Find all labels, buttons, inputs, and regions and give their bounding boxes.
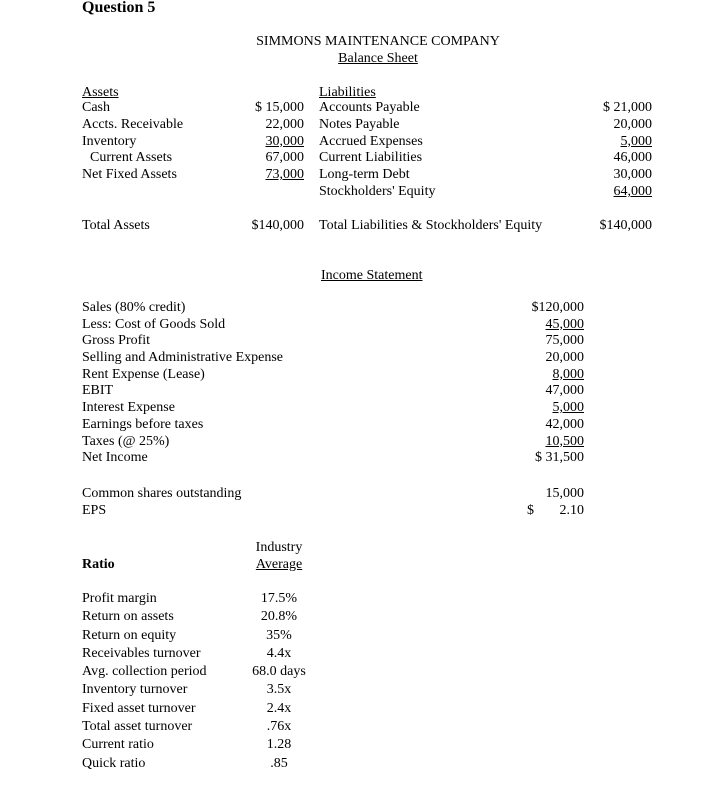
industry-header: Industry <box>255 540 303 555</box>
income-label: Taxes (@ 25%) <box>82 433 170 449</box>
ratio-value: 3.5x <box>266 682 292 698</box>
company-name: SIMMONS MAINTENANCE COMPANY <box>256 34 500 49</box>
income-labels <box>82 300 382 467</box>
asset-label: Accts. Receivable <box>82 116 184 132</box>
liability-value: 5,000 <box>620 133 652 149</box>
income-value: 10,500 <box>545 433 584 449</box>
income-label: Net Income <box>82 450 148 466</box>
liability-label: Accounts Payable <box>319 100 420 115</box>
assets-header: Assets <box>82 85 119 100</box>
ratio-label: Avg. collection period <box>82 664 207 680</box>
ratio-label: Fixed asset turnover <box>82 700 196 716</box>
ratio-value: 2.4x <box>266 700 292 716</box>
ratio-value: 68.0 days <box>252 664 306 680</box>
asset-value: 67,000 <box>265 150 304 166</box>
ratio-label: Current ratio <box>82 737 154 753</box>
ratio-value: 35% <box>266 627 292 643</box>
income-label: Sales (80% credit) <box>82 300 186 315</box>
eps-dollar: $ <box>527 503 534 518</box>
ratio-label: Total asset turnover <box>82 719 193 735</box>
shares-value: 15,000 <box>545 486 584 501</box>
income-value: 47,000 <box>545 383 584 399</box>
ratio-label: Return on assets <box>82 609 174 625</box>
liability-value: 46,000 <box>613 150 652 166</box>
eps-value: 2.10 <box>559 503 584 518</box>
total-liabilities-label: Total Liabilities & Stockholders' Equity <box>319 218 543 233</box>
ratio-label: Profit margin <box>82 591 157 606</box>
liabilities-values <box>580 100 652 201</box>
income-value: 45,000 <box>545 316 584 332</box>
balance-sheet-title: Balance Sheet <box>338 51 418 66</box>
asset-value: $ 15,000 <box>255 100 304 115</box>
liabilities-header: Liabilities <box>319 85 376 100</box>
asset-label: Current Assets <box>90 150 173 166</box>
ratio-labels <box>82 590 242 773</box>
income-label: Less: Cost of Goods Sold <box>82 316 226 332</box>
asset-label: Cash <box>82 100 110 115</box>
income-statement-title: Income Statement <box>321 268 423 283</box>
average-header: Average <box>255 557 303 572</box>
liability-value: 30,000 <box>613 167 652 183</box>
liability-value: $ 21,000 <box>603 100 652 115</box>
income-label: Interest Expense <box>82 400 175 416</box>
total-assets-value: $140,000 <box>251 218 304 233</box>
income-label: Earnings before taxes <box>82 416 204 432</box>
ratio-value: .85 <box>270 755 288 771</box>
ratio-value: 17.5% <box>260 591 298 606</box>
asset-label: Inventory <box>82 133 137 149</box>
income-label: EBIT <box>82 383 114 399</box>
liability-label: Notes Payable <box>319 116 400 132</box>
income-label: Gross Profit <box>82 333 151 349</box>
assets-labels <box>82 100 242 184</box>
income-value: 42,000 <box>545 416 584 432</box>
ratio-label: Quick ratio <box>82 755 146 771</box>
liabilities-labels <box>319 100 559 201</box>
ratio-label: Return on equity <box>82 627 177 643</box>
income-value: 75,000 <box>545 333 584 349</box>
ratio-label: Receivables turnover <box>82 645 201 661</box>
liability-value: 20,000 <box>613 116 652 132</box>
liability-label: Stockholders' Equity <box>319 183 436 199</box>
ratio-value: 20.8% <box>260 609 298 625</box>
question-title: Question 5 <box>82 0 156 16</box>
income-label: Rent Expense (Lease) <box>82 366 205 382</box>
ratio-label: Inventory turnover <box>82 682 188 698</box>
income-value: $ 31,500 <box>535 450 584 466</box>
assets-values <box>232 100 304 184</box>
ratio-value: .76x <box>266 719 292 735</box>
liability-label: Accrued Expenses <box>319 133 423 149</box>
liability-label: Long-term Debt <box>319 167 410 183</box>
income-value: 20,000 <box>545 350 584 366</box>
shares-label: Common shares outstanding <box>82 486 242 501</box>
ratio-header: Ratio <box>82 557 115 572</box>
income-value: 5,000 <box>552 400 584 416</box>
asset-value: 30,000 <box>265 133 304 149</box>
income-value: 8,000 <box>552 366 584 382</box>
liability-label: Current Liabilities <box>319 150 423 166</box>
asset-value: 73,000 <box>265 167 304 183</box>
income-label: Selling and Administrative Expense <box>82 350 284 366</box>
asset-value: 22,000 <box>265 116 304 132</box>
ratio-value: 4.4x <box>266 645 292 661</box>
total-assets-label: Total Assets <box>82 218 150 233</box>
total-liabilities-value: $140,000 <box>599 218 652 233</box>
eps-label: EPS <box>82 503 107 518</box>
ratio-value: 1.28 <box>266 737 292 753</box>
liability-value: 64,000 <box>613 183 652 199</box>
asset-label: Net Fixed Assets <box>82 167 177 183</box>
income-value: $120,000 <box>531 300 584 315</box>
income-values <box>504 300 584 467</box>
ratio-values <box>244 590 314 773</box>
